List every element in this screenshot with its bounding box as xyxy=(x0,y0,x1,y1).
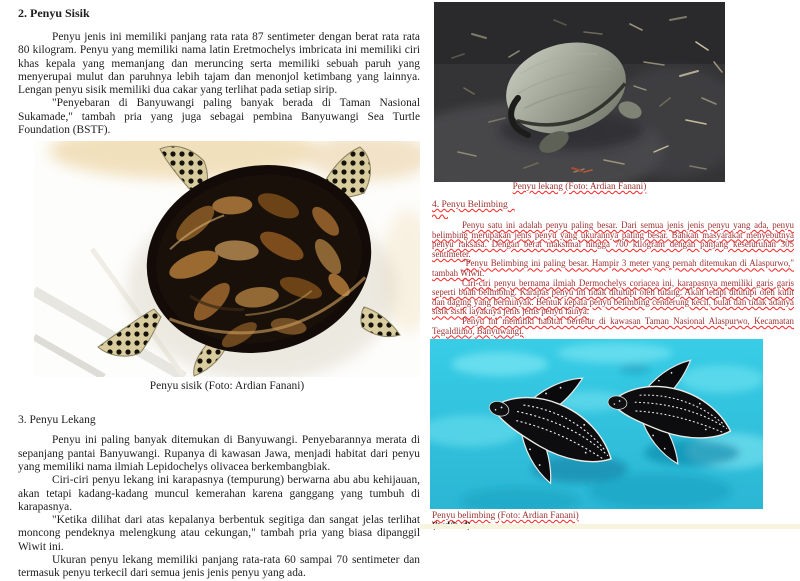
page-bottom-strip xyxy=(420,524,800,529)
photo-penyu-belimbing xyxy=(430,339,763,509)
left-column xyxy=(18,6,420,581)
section-2-paragraph-2: "Penyebaran di Banyuwangi paling banyak berada di Taman Nasional Sukamade," tambah pria yang juga sebagai pembina Banyuwangi Sea Turtle Foundation (BSTF). xyxy=(18,97,420,137)
section-3-paragraph-1: Penyu ini paling banyak ditemukan di Banyuwangi. Penyebarannya merata di sepanjang pantai Banyuwangi. Rupanya di kawasan Jawa, menjadi habitat dari penyu yang memiliki nama ilmiah Lepidochelys olivacea berkembangbiak. xyxy=(18,434,420,473)
photo-penyu-lekang xyxy=(434,2,725,182)
right-column xyxy=(432,2,794,531)
section-3-paragraph-2: Ciri-ciri penyu lekang ini karapasnya (tempurung) berwarna abu abu kehijauan, akan tetapi kadang-kadang muncul kemerahan karena ganggang yang tumbuh di karapasnya. xyxy=(18,474,420,513)
photo-caption-penyu-sisik: Penyu sisik (Foto: Ardian Fanani) xyxy=(149,380,305,393)
photo-caption-penyu-lekang: Penyu lekang (Foto: Ardian Fanani) xyxy=(512,182,647,192)
section-2-paragraph-1: Penyu jenis ini memiliki panjang rata rata 87 sentimeter dengan berat rata rata 80 kilogram. Penyu yang memiliki nama latin Eretmochelys imbricata ini memiliki ciri khas kepala yang memanjang dan meruncing serta memiliki sebuah paruh yang menyerupai mulut dan paruhnya lebih tajam dan menonjol ketimbang yang lainnya. Lengan penyu sisik memiliki dua cakar yang terlihat pada setiap sirip. xyxy=(18,31,420,97)
section-3-paragraph-4: Ukuran penyu lekang memiliki panjang rata-rata 60 sampai 70 sentimeter dan termasuk penyu terkecil dari semua jenis jenis penyu yang ada. xyxy=(18,554,420,580)
photo-caption-penyu-belimbing: Penyu belimbing (Foto: Ardian Fanani) xyxy=(432,511,579,522)
section-3-paragraph-3: "Ketika dilihat dari atas kepalanya berbentuk segitiga dan sangat jelas terlihat moncong pendeknya melengkung atau cekungan," tambah pria yang biasa dipanggil Wiwit ini. xyxy=(18,514,420,553)
section-4-heading: 4. Penyu Belimbing xyxy=(432,200,508,210)
section-4-paragraph-3: Ciri-ciri penyu bernama ilmiah Dermochelys coriacea ini, karapasnya memiliki garis garis seperti buah belimbing. Karapas penyu ini tidak ditutupi oleh tulang. Akan tetapi ditutupi oleh kulit dan daging yang berminyak. Bentuk kepala penyu belimbing cenderung kecil, bulat dan tidak adanya sisik sisik layaknya jenis jenis penyu lainya. xyxy=(432,277,794,317)
spellcheck-squiggle-icon xyxy=(432,213,448,219)
section-4-paragraph-4: Penyu ini memiliki habitat bertelur di kawasan Taman Nasional Alaspurwo, Kecamatan Tegaldlimo, Banyuwangi. xyxy=(432,315,794,336)
photo-penyu-sisik xyxy=(34,141,420,377)
section-3-heading: 3. Penyu Lekang xyxy=(18,414,96,427)
section-2-heading: 2. Penyu Sisik xyxy=(18,6,90,20)
section-4-paragraph-2: "Penyu Belimbing ini paling besar. Hampir 3 meter yang pernah ditemukan di Alaspurwo," tambah Wiwit. xyxy=(432,258,794,278)
section-4-paragraph-1: Penyu satu ini adalah penyu paling besar. Dari semua jenis jenis penyu yang ada, penyu belimbing merupakan jenis penyu yang ukurannya paling besar. Bahkan masyarakat menyebutnya penyu raksasa. Dengan berat maksimal hingga 700 kilogram dengan panjang keseluruhan 305 sentimeter. xyxy=(432,220,794,259)
heading-underline-tail xyxy=(508,200,515,210)
